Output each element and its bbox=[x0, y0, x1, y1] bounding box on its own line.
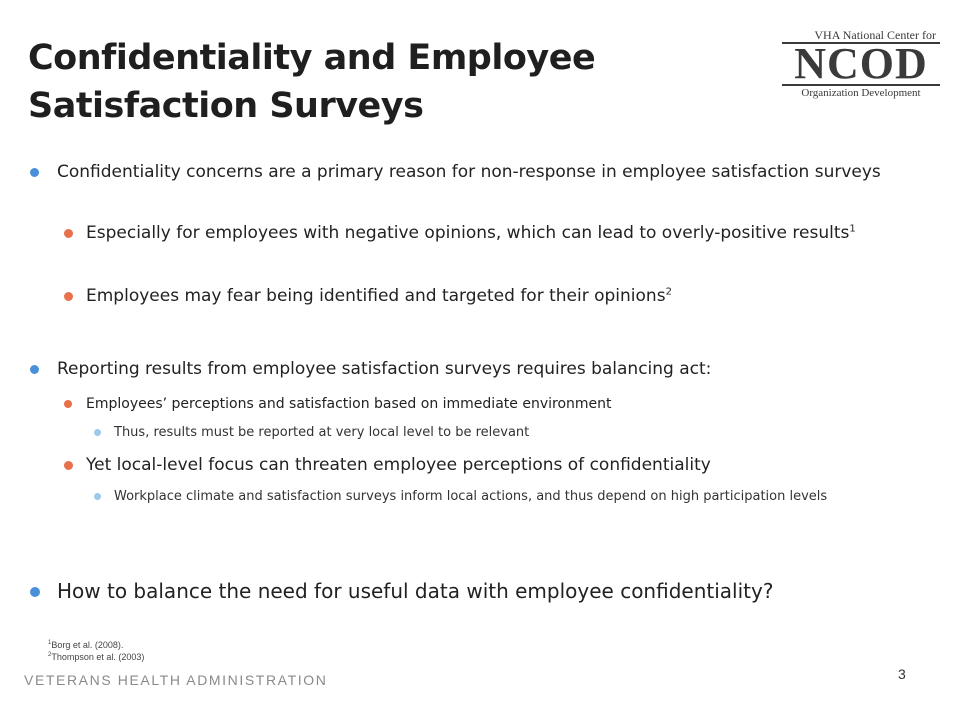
bullet-text: Reporting results from employee satisfaction surveys requires balancing act: bbox=[57, 359, 712, 379]
sub-bullet-item bbox=[86, 394, 886, 414]
bullet-text: Confidentiality concerns are a primary reason for non-response in employee satisfaction surveys bbox=[57, 162, 881, 182]
sub-sub-bullet-item bbox=[114, 423, 884, 443]
bullet-text: Yet local-level focus can threaten employee perceptions of confidentiality bbox=[86, 455, 711, 475]
bullet-text: Workplace climate and satisfaction surveys inform local actions, and thus depend on high participation levels bbox=[114, 489, 828, 504]
sub-bullet-item bbox=[86, 453, 886, 477]
footnotes bbox=[48, 639, 144, 663]
citation-ref: 1 bbox=[849, 223, 856, 235]
footnote bbox=[48, 651, 144, 663]
bullet-dot-icon bbox=[30, 365, 39, 374]
bullet-text: Employees’ perceptions and satisfaction based on immediate environment bbox=[86, 396, 612, 412]
bullet-item bbox=[57, 578, 937, 604]
bullet-dot-icon bbox=[64, 229, 73, 238]
bullet-dot-icon bbox=[30, 587, 40, 597]
footer-org-name: VETERANS HEALTH ADMINISTRATION bbox=[24, 672, 328, 688]
bullet-text: How to balance the need for useful data with employee confidentiality? bbox=[57, 579, 774, 603]
citation-ref: 2 bbox=[665, 286, 672, 298]
bullet-dot-icon bbox=[30, 168, 39, 177]
bullet-dot-icon bbox=[64, 400, 72, 408]
sub-bullet-item bbox=[86, 284, 886, 308]
slide-title-line-2: Satisfaction Surveys bbox=[28, 86, 424, 126]
logo-main-text: NCOD bbox=[782, 42, 940, 86]
bullet-text: Thus, results must be reported at very local level to be relevant bbox=[114, 425, 530, 440]
sub-bullet-item bbox=[86, 221, 886, 245]
bullet-dot-icon bbox=[94, 493, 101, 500]
bullet-dot-icon bbox=[64, 461, 73, 470]
footnote-text: Thompson et al. (2003) bbox=[51, 652, 145, 662]
logo-bottom-text: Organization Development bbox=[801, 87, 921, 99]
footnote bbox=[48, 639, 144, 651]
footnote-number: 1 bbox=[48, 640, 52, 646]
page-number: 3 bbox=[898, 666, 906, 682]
footnote-text: Borg et al. (2008). bbox=[51, 640, 124, 650]
bullet-item bbox=[57, 160, 887, 184]
footnote-number: 2 bbox=[48, 652, 52, 658]
bullet-dot-icon bbox=[64, 292, 73, 301]
bullet-item bbox=[57, 357, 887, 381]
logo-top-text: VHA National Center for bbox=[814, 28, 936, 42]
bullet-text: Especially for employees with negative opinions, which can lead to overly-positive results bbox=[86, 223, 850, 243]
bullet-text: Employees may fear being identified and targeted for their opinions bbox=[86, 286, 666, 306]
slide-title-line-1: Confidentiality and Employee bbox=[28, 38, 596, 78]
sub-sub-bullet-item bbox=[114, 487, 884, 507]
bullet-dot-icon bbox=[94, 429, 101, 436]
